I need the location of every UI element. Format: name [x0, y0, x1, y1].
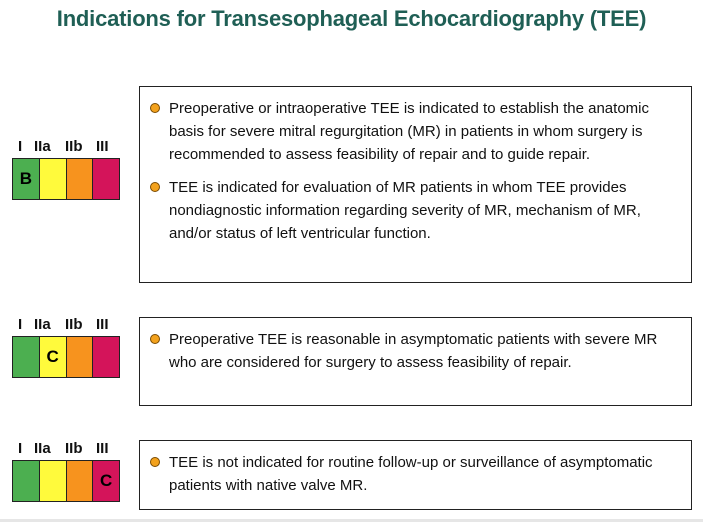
- class-header-row: [12, 316, 120, 336]
- class-segment-iib: [67, 159, 94, 199]
- class-segment-iia: [40, 159, 67, 199]
- class-scale: [12, 138, 120, 200]
- recommendation-text-box: [139, 440, 692, 510]
- bullet-icon: [150, 334, 160, 344]
- recommendation-text-box: [139, 86, 692, 283]
- class-header-iib: IIb: [65, 316, 83, 333]
- class-header-i: I: [18, 440, 23, 457]
- list-item: [150, 176, 677, 245]
- class-bar: [12, 460, 120, 502]
- class-segment-iii: [93, 461, 119, 501]
- recommendation-text: TEE is not indicated for routine follow-up or surveillance of asymptomatic patients with native valve MR.: [169, 454, 653, 494]
- class-segment-i: [13, 461, 40, 501]
- class-header-row: [12, 440, 120, 460]
- class-header-row: [12, 138, 120, 158]
- class-segment-i: [13, 159, 40, 199]
- class-bar: [12, 158, 120, 200]
- bullet-icon: [150, 182, 160, 192]
- class-header-i: I: [18, 316, 23, 333]
- class-header-i: I: [18, 138, 23, 155]
- page-title: Indications for Transesophageal Echocardiography (TEE): [56, 6, 647, 31]
- class-header-iia: IIa: [34, 316, 51, 333]
- recommendation-text: Preoperative TEE is reasonable in asymptomatic patients with severe MR who are considered for surgery to assess feasibility of repair.: [169, 331, 658, 371]
- list-item: [150, 451, 677, 497]
- class-header-iia: IIa: [34, 138, 51, 155]
- level-of-evidence: B: [19, 169, 33, 188]
- class-bar: [12, 336, 120, 378]
- level-of-evidence: C: [99, 471, 113, 490]
- recommendation-text: TEE is indicated for evaluation of MR patients in whom TEE provides nondiagnostic information regarding severity of MR, mechanism of MR, and/or status of left ventricular function.: [169, 179, 641, 242]
- bullet-icon: [150, 103, 160, 113]
- class-scale: [12, 440, 120, 502]
- class-segment-iii: [93, 159, 119, 199]
- class-header-iib: IIb: [65, 440, 83, 457]
- class-segment-iia: [40, 337, 67, 377]
- class-segment-iib: [67, 461, 94, 501]
- class-header-iia: IIa: [34, 440, 51, 457]
- class-segment-iii: [93, 337, 119, 377]
- class-scale: [12, 316, 120, 378]
- class-segment-i: [13, 337, 40, 377]
- level-of-evidence: C: [46, 347, 59, 366]
- list-item: [150, 328, 677, 374]
- class-segment-iib: [67, 337, 94, 377]
- class-header-iii: III: [96, 440, 109, 457]
- class-header-iii: III: [96, 316, 109, 333]
- class-header-iii: III: [96, 138, 109, 155]
- recommendation-text: Preoperative or intraoperative TEE is indicated to establish the anatomic basis for severe mitral regurgitation (MR) in patients in whom surgery is recommended to assess feasibility of repair and to guide repair.: [169, 100, 649, 163]
- class-segment-iia: [40, 461, 67, 501]
- bullet-icon: [150, 457, 160, 467]
- recommendation-text-box: [139, 317, 692, 406]
- list-item: [150, 97, 677, 166]
- class-header-iib: IIb: [65, 138, 83, 155]
